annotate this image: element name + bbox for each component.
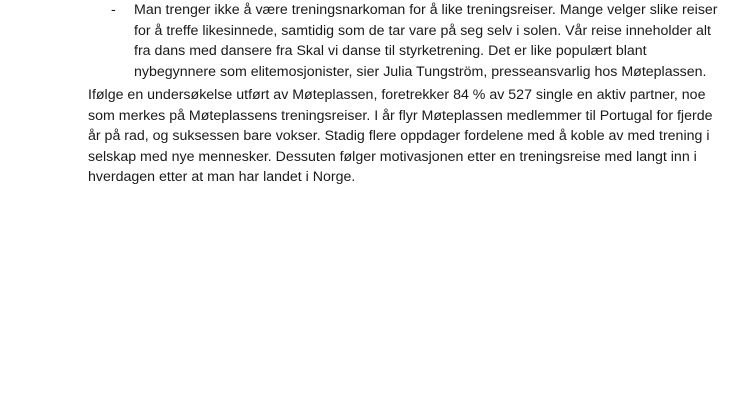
bullet-line-2: for å treffe likesinnede, samtidig som de tar vare på seg selv i solen. Vår reise inneholder alt — [134, 22, 711, 39]
paragraph-line-5: hverdagen etter at man har landet i Norge. — [88, 169, 356, 186]
paragraph-line-2: som merkes på Møteplassens treningsreiser. I år flyr Møteplassen medlemmer til Portugal for fjerde — [88, 107, 713, 124]
paragraph-line-3: år på rad, og suksessen bare vokser. Stadig flere oppdager fordelene med å koble av med trening i — [88, 128, 710, 145]
bullet-line-1: Man trenger ikke å være treningsnarkoman for å like treningsreiser. Mange velger slike reiser — [134, 2, 718, 18]
paragraph-line-1: Ifølge en undersøkelse utført av Møteplassen, foretrekker 84 % av 527 single en aktiv partner, noe — [88, 87, 706, 103]
bullet-line-3: fra dans med dansere fra Skal vi danse til styrketrening. Det er like populært blant — [134, 43, 647, 60]
body-paragraph — [88, 85, 713, 188]
bullet-dash-marker: - — [111, 2, 116, 18]
bullet-text — [134, 0, 718, 82]
paragraph-line-4: selskap med nye mennesker. Dessuten følger motivasjonen etter en treningsreise med langt inn i — [88, 148, 697, 165]
bullet-line-4: nybegynnere som elitemosjonister, sier Julia Tungström, presseansvarlig hos Møteplassen. — [134, 63, 707, 80]
